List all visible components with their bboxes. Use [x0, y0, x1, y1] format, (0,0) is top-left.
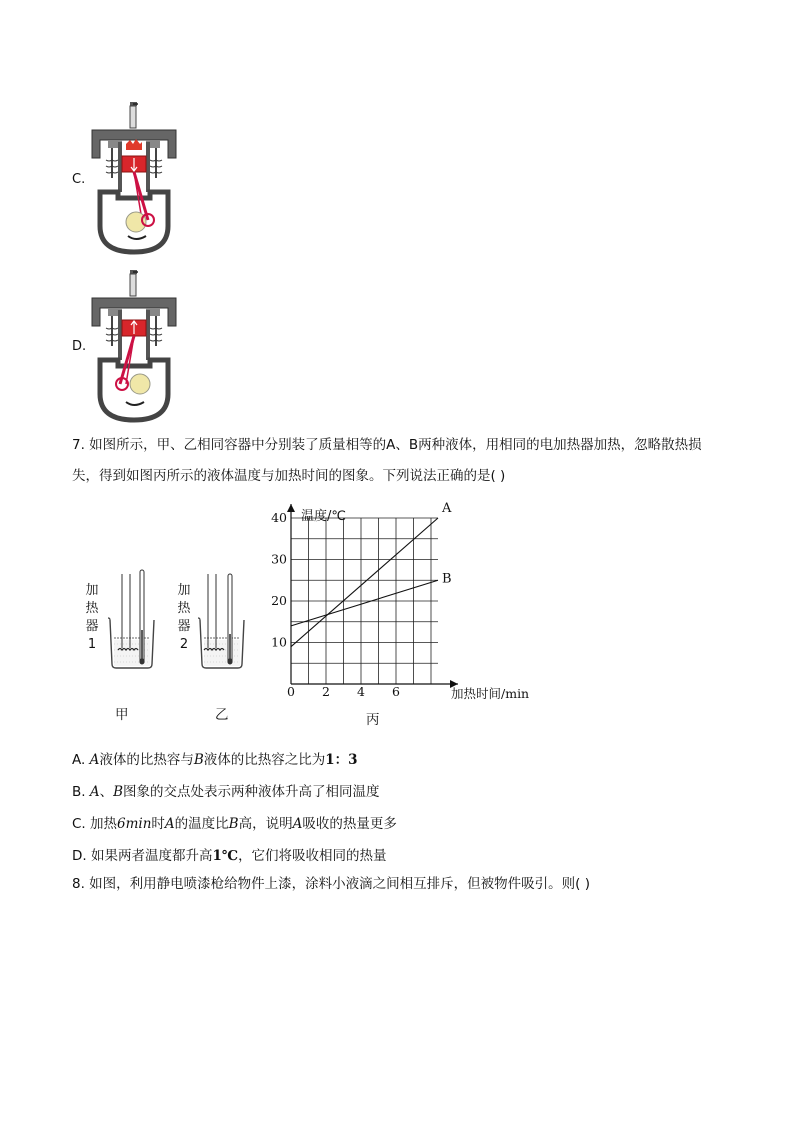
choice-a-text: 液体的比热容之比为: [203, 752, 326, 768]
heater-2-char: 热: [177, 601, 191, 616]
choice-a-text: 液体的比热容与: [99, 752, 194, 768]
x-tick-label: 0: [287, 684, 295, 699]
choice-c-text: 时: [151, 816, 165, 832]
engine-figure-d: [90, 268, 180, 426]
heater-1-char: 器: [85, 619, 99, 634]
series-line-b: [291, 580, 438, 626]
q7-text-line1: 7. 如图所示，甲、乙相同容器中分别装了质量相等的A、B两种液体，用相同的电加热器加热，忽略散热损: [72, 437, 702, 453]
heater-1-char: 热: [85, 601, 99, 616]
choice-b[interactable]: [72, 780, 380, 800]
chart-axes: [287, 504, 458, 688]
heater-2-label: [176, 582, 192, 654]
choice-b-var: A: [89, 784, 100, 800]
x-tick-label: 2: [322, 684, 330, 699]
choice-d-prefix: D. 如果两者温度都升高: [72, 848, 213, 864]
choice-c-text: 高，说明: [238, 816, 293, 832]
chart-grid: [291, 518, 438, 684]
option-c-label: C.: [72, 172, 86, 187]
x-tick-label: 4: [357, 684, 365, 699]
choice-c-text: 的温度比: [174, 816, 229, 832]
chart-ylabel: 温度/℃: [301, 509, 346, 524]
choice-d-value: 1℃: [212, 848, 239, 864]
choice-c-var: A: [164, 816, 175, 832]
choice-b-text: 、: [99, 784, 114, 800]
choice-a-ratio: 1：3: [325, 752, 358, 768]
y-axis-arrow: [287, 504, 295, 512]
choice-c-var: 6min: [117, 816, 152, 832]
engine-figure-c: [90, 100, 180, 258]
choice-a-var: A: [89, 752, 100, 768]
choice-a-prefix: A.: [72, 752, 90, 768]
chart-xlabel: 加热时间/min: [451, 686, 530, 701]
q7-text-line2: 失，得到如图丙所示的液体温度与加热时间的图象。下列说法正确的是( ): [72, 468, 506, 484]
heater-2-char: 2: [179, 637, 189, 652]
heater-2-char: 加: [177, 583, 191, 598]
series-line-a: [291, 518, 438, 647]
y-tick-label: 40: [271, 510, 287, 525]
q8-text-line1: 8. 如图，利用静电喷漆枪给物件上漆，涂料小液滴之间相互排斥，但被物件吸引。则( ): [72, 876, 590, 892]
y-tick-label: 20: [271, 593, 287, 608]
choice-a[interactable]: [72, 748, 358, 768]
choice-c[interactable]: [72, 812, 397, 832]
choice-b-text: 图象的交点处表示两种液体升高了相同温度: [123, 784, 380, 800]
choice-b-prefix: B.: [72, 784, 90, 800]
choice-d-text: ，它们将吸收相同的热量: [238, 848, 387, 864]
choice-c-var: A: [292, 816, 303, 832]
choice-a-var: B: [193, 752, 204, 768]
option-d-label: D.: [72, 339, 87, 354]
choice-d[interactable]: [72, 844, 387, 864]
choice-c-text: 吸收的热量更多: [302, 816, 397, 832]
series-label-a: A: [442, 501, 452, 516]
y-tick-label: 30: [271, 551, 287, 567]
caption-bing: 丙: [366, 712, 380, 728]
heater-1-char: 1: [87, 637, 97, 652]
caption-yi: 乙: [215, 707, 229, 723]
heater-1-char: 加: [85, 583, 99, 598]
choice-c-prefix: C. 加热: [72, 816, 118, 832]
series-label-b: B: [442, 571, 452, 587]
caption-jia: 甲: [115, 707, 129, 723]
x-tick-label: 6: [392, 684, 400, 699]
y-tick-label: 10: [271, 634, 287, 650]
heater-1-label: [84, 582, 100, 654]
heater-2-char: 器: [177, 619, 191, 634]
choice-b-var: B: [113, 784, 124, 800]
temperature-time-chart: [270, 500, 560, 705]
choice-c-var: B: [228, 816, 239, 832]
